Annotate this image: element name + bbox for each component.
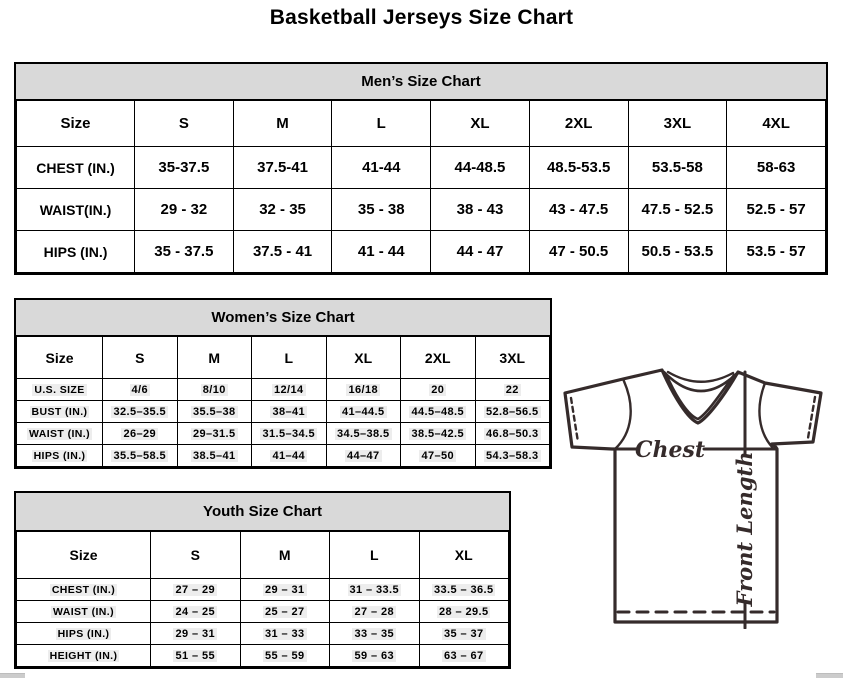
row-label: BUST (IN.) <box>17 401 103 423</box>
value-cell: 31 – 33 <box>240 623 330 645</box>
column-header: Size <box>17 101 135 147</box>
womens-table <box>16 336 550 467</box>
column-header: 2XL <box>529 101 628 147</box>
value-cell: 31.5–34.5 <box>252 423 327 445</box>
column-header: XL <box>419 532 509 579</box>
value-cell: 53.5-58 <box>628 147 727 189</box>
column-header: S <box>151 532 241 579</box>
column-header: S <box>135 101 234 147</box>
value-cell: 28 – 29.5 <box>419 601 509 623</box>
column-header: 3XL <box>628 101 727 147</box>
womens-size-chart <box>14 298 552 469</box>
row-label: CHEST (IN.) <box>17 579 151 601</box>
value-cell: 16/18 <box>326 379 401 401</box>
table-row <box>17 445 550 467</box>
value-cell: 8/10 <box>177 379 252 401</box>
column-header: M <box>240 532 330 579</box>
table-row <box>17 623 509 645</box>
row-label: HEIGHT (IN.) <box>17 645 151 667</box>
value-cell: 27 – 29 <box>151 579 241 601</box>
value-cell: 63 – 67 <box>419 645 509 667</box>
value-cell: 38.5–41 <box>177 445 252 467</box>
column-header: 4XL <box>727 101 826 147</box>
row-label: HIPS (IN.) <box>17 623 151 645</box>
value-cell: 33.5 – 36.5 <box>419 579 509 601</box>
row-label: HIPS (IN.) <box>17 231 135 273</box>
youth-size-chart <box>14 491 511 669</box>
value-cell: 31 – 33.5 <box>330 579 420 601</box>
column-header: S <box>103 337 178 379</box>
value-cell: 47.5 - 52.5 <box>628 189 727 231</box>
front-length-label: Front Length <box>732 451 757 607</box>
value-cell: 47–50 <box>401 445 476 467</box>
value-cell: 41–44.5 <box>326 401 401 423</box>
value-cell: 35.5–38 <box>177 401 252 423</box>
value-cell: 48.5-53.5 <box>529 147 628 189</box>
value-cell: 35 – 37 <box>419 623 509 645</box>
column-header: L <box>332 101 431 147</box>
column-header: 2XL <box>401 337 476 379</box>
row-label: HIPS (IN.) <box>17 445 103 467</box>
value-cell: 44–47 <box>326 445 401 467</box>
value-cell: 34.5–38.5 <box>326 423 401 445</box>
column-header: Size <box>17 337 103 379</box>
value-cell: 59 – 63 <box>330 645 420 667</box>
value-cell: 37.5 - 41 <box>233 231 332 273</box>
value-cell: 41–44 <box>252 445 327 467</box>
value-cell: 4/6 <box>103 379 178 401</box>
value-cell: 53.5 - 57 <box>727 231 826 273</box>
row-label: CHEST (IN.) <box>17 147 135 189</box>
column-header: L <box>252 337 327 379</box>
value-cell: 52.5 - 57 <box>727 189 826 231</box>
column-header: L <box>330 532 420 579</box>
value-cell: 50.5 - 53.5 <box>628 231 727 273</box>
womens-chart-title: Women’s Size Chart <box>16 300 550 336</box>
chest-label: Chest <box>634 437 706 463</box>
horizontal-scrollbar-fragment-right[interactable] <box>816 673 843 678</box>
value-cell: 20 <box>401 379 476 401</box>
column-header: XL <box>326 337 401 379</box>
row-label: U.S. SIZE <box>17 379 103 401</box>
value-cell: 52.8–56.5 <box>475 401 550 423</box>
value-cell: 29 – 31 <box>151 623 241 645</box>
value-cell: 38–41 <box>252 401 327 423</box>
table-row <box>17 645 509 667</box>
value-cell: 29 - 32 <box>135 189 234 231</box>
row-label: WAIST (IN.) <box>17 601 151 623</box>
value-cell: 12/14 <box>252 379 327 401</box>
value-cell: 47 - 50.5 <box>529 231 628 273</box>
row-label: WAIST(IN.) <box>17 189 135 231</box>
value-cell: 54.3–58.3 <box>475 445 550 467</box>
table-row <box>17 189 826 231</box>
value-cell: 35.5–58.5 <box>103 445 178 467</box>
row-label: WAIST (IN.) <box>17 423 103 445</box>
value-cell: 32.5–35.5 <box>103 401 178 423</box>
table-row <box>17 579 509 601</box>
value-cell: 35 - 37.5 <box>135 231 234 273</box>
value-cell: 38 - 43 <box>431 189 530 231</box>
column-header: XL <box>431 101 530 147</box>
value-cell: 35 - 38 <box>332 189 431 231</box>
value-cell: 38.5–42.5 <box>401 423 476 445</box>
mens-table <box>16 100 826 273</box>
value-cell: 41-44 <box>332 147 431 189</box>
column-header: M <box>177 337 252 379</box>
value-cell: 55 – 59 <box>240 645 330 667</box>
jersey-diagram-svg <box>556 363 832 629</box>
table-row <box>17 423 550 445</box>
value-cell: 24 – 25 <box>151 601 241 623</box>
table-row <box>17 401 550 423</box>
table-row <box>17 379 550 401</box>
table-row <box>17 231 826 273</box>
value-cell: 41 - 44 <box>332 231 431 273</box>
value-cell: 32 - 35 <box>233 189 332 231</box>
mens-chart-title: Men’s Size Chart <box>16 64 826 100</box>
value-cell: 22 <box>475 379 550 401</box>
column-header: 3XL <box>475 337 550 379</box>
value-cell: 44-48.5 <box>431 147 530 189</box>
value-cell: 46.8–50.3 <box>475 423 550 445</box>
value-cell: 51 – 55 <box>151 645 241 667</box>
value-cell: 58-63 <box>727 147 826 189</box>
value-cell: 29–31.5 <box>177 423 252 445</box>
column-header: M <box>233 101 332 147</box>
mens-size-chart <box>14 62 828 275</box>
table-row <box>17 147 826 189</box>
youth-chart-title: Youth Size Chart <box>16 493 509 531</box>
value-cell: 43 - 47.5 <box>529 189 628 231</box>
value-cell: 29 – 31 <box>240 579 330 601</box>
jersey-outline <box>565 370 821 622</box>
value-cell: 25 – 27 <box>240 601 330 623</box>
table-row <box>17 601 509 623</box>
column-header: Size <box>17 532 151 579</box>
value-cell: 37.5-41 <box>233 147 332 189</box>
value-cell: 26–29 <box>103 423 178 445</box>
value-cell: 44.5–48.5 <box>401 401 476 423</box>
value-cell: 33 – 35 <box>330 623 420 645</box>
horizontal-scrollbar-fragment-left[interactable] <box>0 673 25 678</box>
value-cell: 35-37.5 <box>135 147 234 189</box>
youth-table <box>16 531 509 667</box>
value-cell: 44 - 47 <box>431 231 530 273</box>
collar-arc-shallow <box>668 372 733 382</box>
value-cell: 27 – 28 <box>330 601 420 623</box>
page-title: Basketball Jerseys Size Chart <box>269 6 574 29</box>
jersey-measurement-diagram <box>556 363 832 629</box>
